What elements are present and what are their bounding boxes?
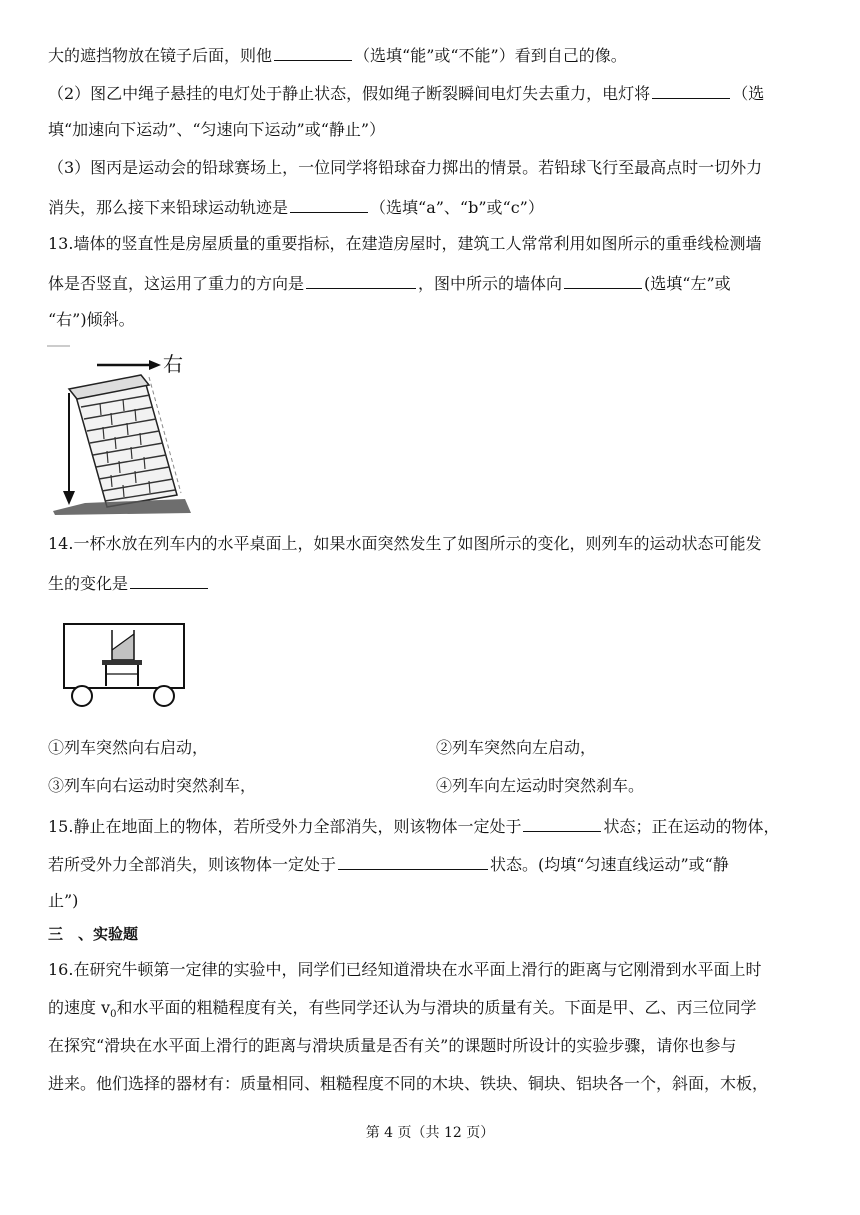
q14-line-2 [48,570,818,596]
q12-text: （2）图乙中绳子悬挂的电灯处于静止状态，假如绳子断裂瞬间电灯失去重力，电灯将 [48,84,651,103]
q16-text: 进来。他们选择的器材有：质量相同、粗糙程度不同的木块、铁块、铜块、铝块各一个，斜面，木板， [48,1074,769,1093]
q12-text: 填“加速向下运动”、“匀速向下运动”或“静止”） [48,120,386,139]
q12-text: （选 [732,84,765,103]
q16-text: 16.在研究牛顿第一定律的实验中，同学们已经知道滑块在水平面上滑行的距离与它刚滑到水平面上时 [48,960,762,979]
q12-part2-line-1 [48,80,818,106]
q16-text: 和水平面的粗糙程度有关，有些同学还认为与滑块的质量有关。下面是甲、乙、丙三位同学 [116,998,757,1017]
q15-line-1 [48,813,818,839]
q12-part3-line-2 [48,194,818,220]
answer-blank[interactable] [652,80,730,99]
q12-part2-line-2 [48,118,818,142]
q15-text: 状态；正在运动的物体， [603,817,780,836]
q13-text: (选填“左”或 [644,274,731,293]
q15-line-3 [48,889,818,913]
q15-text: 若所受外力全部消失，则该物体一定处于 [48,855,337,874]
answer-blank[interactable] [306,270,416,289]
q15-text: 止”) [48,891,79,910]
q12-text: （3）图丙是运动会的铅球赛场上，一位同学将铅球奋力掷出的情景。若铅球飞行至最高点时一切外力 [48,158,763,177]
q13-line-1 [48,232,818,256]
q16-line-3 [48,1034,818,1058]
q12-text: 大的遮挡物放在镜子后面，则他 [48,46,273,65]
q14-text: 14.一杯水放在列车内的水平桌面上，如果水面突然发生了如图所示的变化，则列车的运动状态可能发 [48,534,762,553]
figure-label-right: 右 [163,352,183,376]
q13-text: “右”)倾斜。 [48,310,135,329]
q16-text: 在探究“滑块在水平面上滑行的距离与滑块质量是否有关”的课题时所设计的实验步骤，请你也参与 [48,1036,737,1055]
q13-text: 体是否竖直，这运用了重力的方向是 [48,274,305,293]
q15-text: 15.静止在地面上的物体，若所受外力全部消失，则该物体一定处于 [48,817,522,836]
q14-option-4: ④列车向左运动时突然刹车。 [436,776,645,795]
q13-line-3 [48,308,818,332]
q14-option-1: ①列车突然向右启动， [48,738,209,757]
q13-text: ，图中所示的墙体向 [418,274,563,293]
answer-blank[interactable] [564,270,642,289]
subscript-zero: 0 [110,1009,117,1021]
q12-text: （选填“a”、“b”或“c”） [370,198,544,217]
q15-line-2 [48,851,818,877]
q16-text: 的速度 v [48,998,111,1017]
q14-line-1 [48,532,818,556]
q16-line-4 [48,1072,818,1096]
q14-option-3: ③列车向右运动时突然刹车， [48,776,257,795]
q12-part3-line-1 [48,156,818,180]
answer-blank[interactable] [130,570,208,589]
section-heading: 三 、实验题 [48,925,139,943]
q12-text: 消失，那么接下来铅球运动轨迹是 [48,198,289,217]
q13-line-2 [48,270,818,296]
answer-blank[interactable] [274,42,352,61]
q15-text: 状态。(均填“匀速直线运动”或“静 [490,855,729,874]
q12-text: （选填“能”或“不能”）看到自己的像。 [354,46,627,65]
q14-text: 生的变化是 [48,574,129,593]
answer-blank[interactable] [290,194,368,213]
q16-line-2 [48,996,818,1027]
q16-line-1 [48,958,818,982]
train-car-figure [60,620,190,710]
q14-option-2: ②列车突然向左启动， [436,738,597,757]
answer-blank[interactable] [338,851,488,870]
page-number-footer: 第 4 页（共 12 页） [365,1125,495,1141]
answer-blank[interactable] [523,813,601,832]
q12-line-1 [48,42,818,68]
q13-text: 13.墙体的竖直性是房屋质量的重要指标，在建造房屋时，建筑工人常常利用如图所示的重垂线检测墙 [48,234,762,253]
